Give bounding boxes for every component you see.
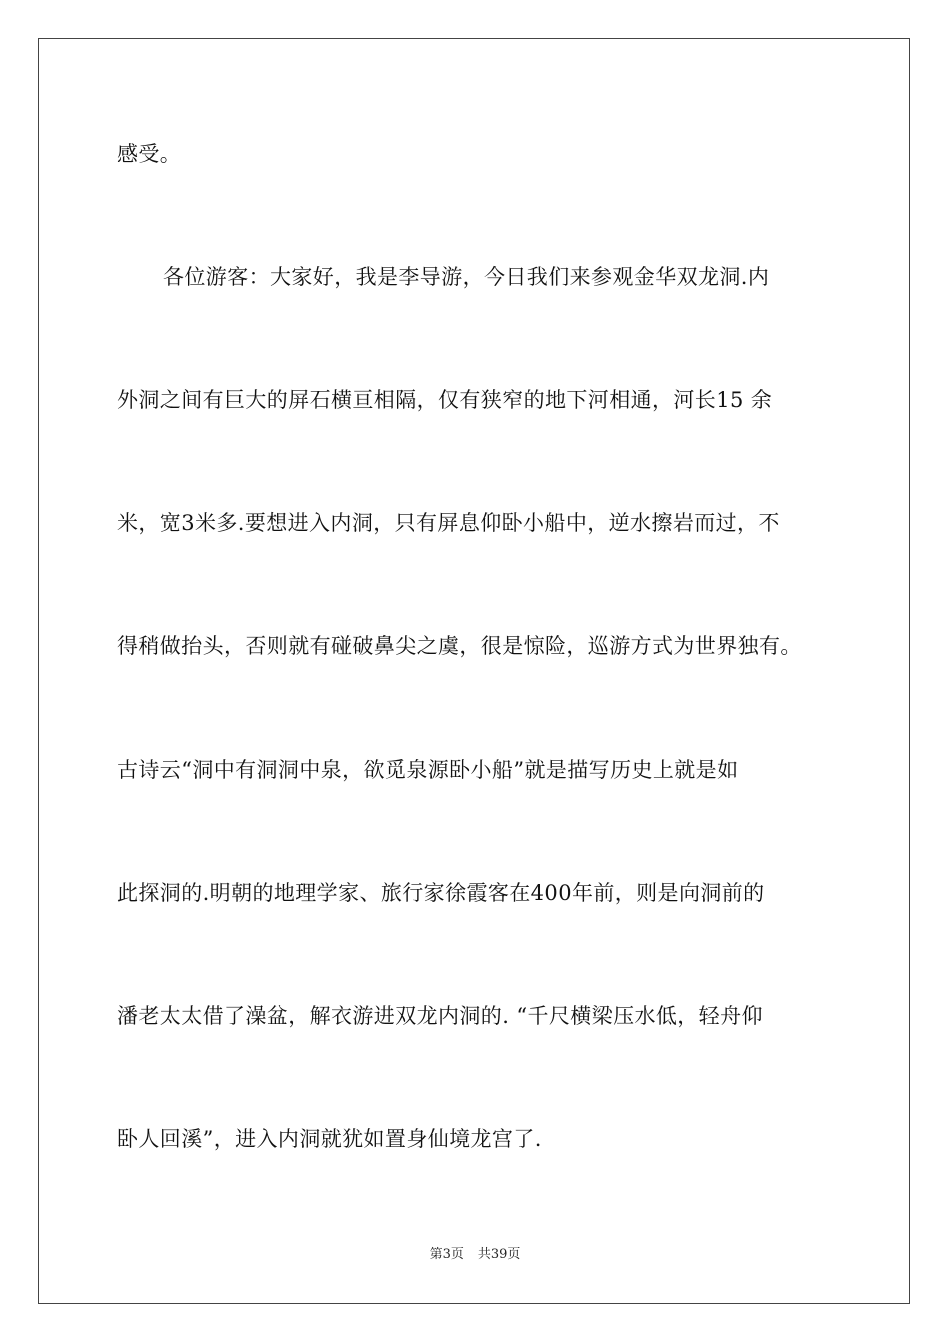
text-line-9: 卧人回溪”，进入内洞就犹如置身仙境龙宫了. bbox=[117, 1127, 542, 1151]
text-line-7: 此探洞的.明朝的地理学家、旅行家徐霞客在400年前，则是向洞前的 bbox=[117, 881, 765, 905]
text-line-6: 古诗云“洞中有洞洞中泉，欲觅泉源卧小船”就是描写历史上就是如 bbox=[117, 758, 739, 782]
text-line-4: 米，宽3米多.要想进入内洞，只有屏息仰卧小船中，逆水擦岩而过，不 bbox=[117, 511, 780, 535]
text-line-5: 得稍做抬头，否则就有碰破鼻尖之虞，很是惊险，巡游方式为世界独有。 bbox=[117, 634, 802, 658]
text-line-1: 感受。 bbox=[117, 142, 182, 166]
page-total: 共39页 bbox=[477, 1247, 521, 1262]
text-line-3: 外洞之间有巨大的屏石横亘相隔，仅有狭窄的地下河相通，河长15 余 bbox=[117, 388, 773, 412]
text-line-2: 各位游客：大家好，我是李导游，今日我们来参观金华双龙洞.内 bbox=[163, 265, 770, 289]
text-line-8: 潘老太太借了澡盆，解衣游进双龙内洞的. “千尺横梁压水低，轻舟仰 bbox=[117, 1004, 763, 1028]
page-footer bbox=[0, 1246, 950, 1264]
page-number: 第3页 bbox=[429, 1247, 464, 1262]
page-border bbox=[38, 38, 910, 1304]
